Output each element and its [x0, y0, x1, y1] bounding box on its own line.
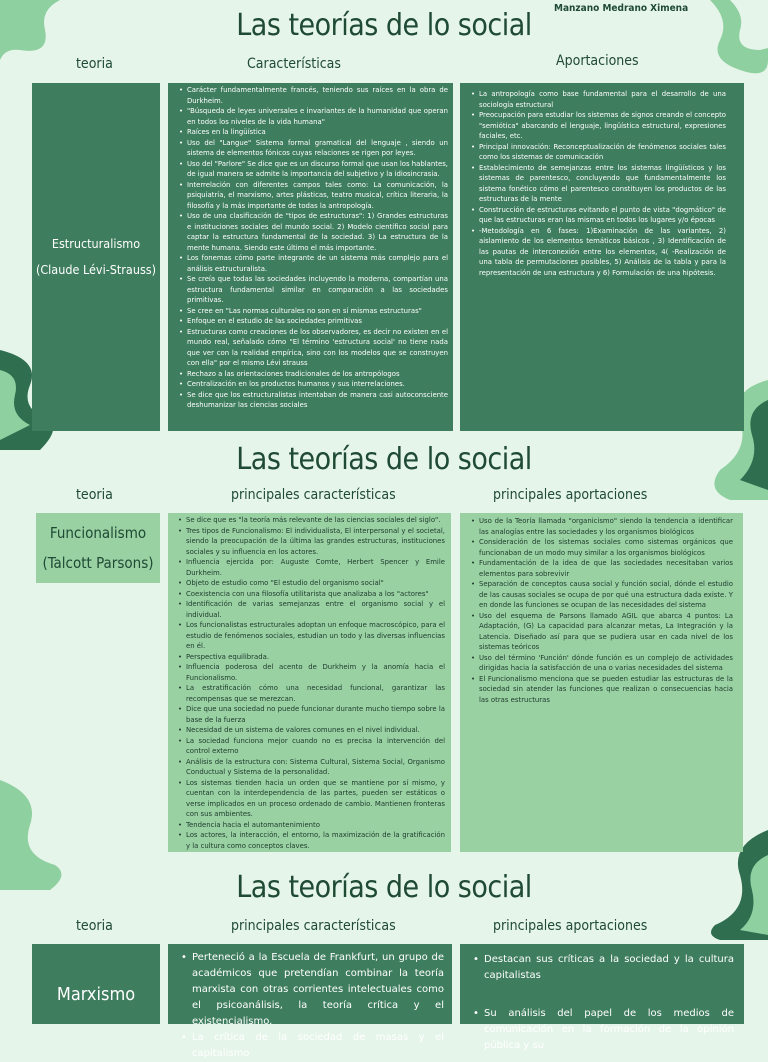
column-header-theory: teoria — [76, 56, 113, 72]
section-title: Las teorías de lo social — [236, 8, 532, 43]
list-item: • Uso de la Teoría llamada "organicismo" siendo la tendencia a identificar las analogías entre las sociedades y los organismos biológicos — [479, 516, 733, 537]
contributions-list — [469, 516, 733, 705]
list-item: • Uso del "Parlore" Se dice que es un discurso formal que usan los hablantes, de igual manera se admite la importancia del subjetivo y la idiosincrasia. — [187, 159, 448, 180]
characteristics-cell — [168, 83, 453, 431]
list-item: • "Búsqueda de leyes universales e invariantes de la humanidad que operan en todos los niveles de la vida humana" — [187, 106, 448, 127]
column-header-contributions: principales aportaciones — [493, 487, 648, 503]
list-item: • Objeto de estudio como "El estudio del organismo social" — [186, 578, 445, 589]
theory-name: Estructuralismo — [51, 236, 141, 251]
column-header-characteristics: principales características — [231, 918, 396, 934]
list-item: • Uso de una clasificación de "tipos de estructuras": 1) Grandes estructuras e instituciones sociales del mundo social. 2) Modelo científico social para captar la estructura fundamental de la sociedad. 3) La estructura de la mente humana. Siendo este último el más importante. — [187, 211, 448, 253]
list-item: • Preocupación para estudiar los sistemas de signos creando el concepto "semiótica" abarcando el lenguaje, lingüística estructural, expresiones faciales, etc. — [479, 110, 726, 142]
author-name: Manzano Medrano Ximena — [554, 3, 689, 14]
characteristics-list — [176, 515, 445, 851]
contributions-cell — [460, 944, 744, 1051]
list-item: • Consideración de los sistemas sociales como sistemas orgánicos que funcionaban de un modo muy similar a los organismos biológicos — [479, 537, 733, 558]
list-item: • Construcción de estructuras evitando el punto de vista "dogmático" de que las estructuras eran las mismas en todos los lugares y/o épocas — [479, 205, 726, 226]
list-item: • Perspectiva equilibrada. — [186, 652, 445, 663]
list-item: • El Funcionalismo menciona que se pueden estudiar las estructuras de la sociedad sin atender las funciones que realizan o consecuencias hacia las otras estructuras — [479, 674, 733, 706]
list-item: • Raíces en la lingüística — [187, 127, 448, 138]
theory-name: Marxismo — [56, 984, 136, 1005]
characteristics-cell — [168, 944, 452, 1059]
list-item: • Carácter fundamentalmente francés, teniendo sus raíces en la obra de Durkheim. — [187, 85, 448, 106]
section-title: Las teorías de lo social — [236, 870, 532, 905]
list-item: • Enfoque en el estudio de las sociedades primitivas — [187, 316, 448, 327]
list-item: • Uso del esquema de Parsons llamado AGIL que abarca 4 puntos: La Adaptación, (G) La capacidad para alcanzar metas, La Integración y la Latencia. Diseñado así para que se pudiera usar en cada nivel de los sistemas teóricos — [479, 611, 733, 653]
contributions-cell — [460, 513, 743, 852]
list-item: • Uso del término 'Función' dónde función es un complejo de actividades dirigidas hacia la satisfacción de una o varias necesidades del sistema — [479, 653, 733, 674]
list-item: • Separación de conceptos causa social y función social, dónde el estudio de las causas sociales se ocupa de por qué una estructura dada existe. Y en donde las funciones se ocupan de las necesidades del sistema — [479, 579, 733, 611]
list-item: • Perteneció a la Escuela de Frankfurt, un grupo de académicos que pretendían combinar la teoría marxista con otras corrientes intelectuales como el psicoanálisis, la teoría crítica y el existencialismo. — [192, 950, 444, 1030]
column-header-characteristics: principales características — [231, 487, 396, 503]
list-item: • Influencia poderosa del acento de Durkheim y la anomía hacia el Funcionalismo. — [186, 662, 445, 683]
list-item: • Se cree en "Las normas culturales no son en sí mismas estructuras" — [187, 306, 448, 317]
list-item: • Necesidad de un sistema de valores comunes en el nivel individual. — [186, 725, 445, 736]
list-item: • Centralización en los productos humanos y sus interrelaciones. — [187, 379, 448, 390]
list-item: • Principal innovación: Reconceptualización de fenómenos sociales tales como los sistemas de comunicación — [479, 142, 726, 163]
list-item: • Interrelación con diferentes campos tales como: La comunicación, la psiquiatría, el marxismo, artes plásticas, teatro musical, crítica literaria, la filosofía y la más importante de todas la antropología. — [187, 180, 448, 212]
list-item: • La estratificación cómo una necesidad funcional, garantizar las recompensas que se merezcan. — [186, 683, 445, 704]
theory-author: (Talcott Parsons) — [42, 554, 154, 572]
list-item: • Dice que una sociedad no puede funcionar durante mucho tiempo sobre la base de la fuerza — [186, 704, 445, 725]
characteristics-list — [177, 85, 448, 411]
list-item: • Su análisis del papel de los medios de comunicación en la formación de la opinión pública y su — [484, 1006, 734, 1054]
list-item: • La sociedad funciona mejor cuando no es precisa la intervención del control externo — [186, 736, 445, 757]
column-header-characteristics: Características — [247, 56, 341, 72]
list-item: • -Metodología en 6 fases: 1)Examinación de las variantes, 2) aislamiento de los elementos temáticos básicos , 3) Identificación de las pautas de interconexión entre los elementos, 4( -Realización de una tabla de permutaciones posibles, 5) Análisis de la tabla y para la representación de una estructura y 6) Formulación de una hipótesis. — [479, 226, 726, 279]
section-funcionalismo — [0, 432, 768, 862]
list-item: • Se creía que todas las sociedades incluyendo la moderna, compartían una estructura fundamental similar en comparación a las sociedades primitivas. — [187, 274, 448, 306]
list-item: • Los fonemas cómo parte integrante de un sistema más complejo para el análisis estructuralista. — [187, 253, 448, 274]
list-item: • Tendencia hacia el automantenimiento — [186, 820, 445, 831]
list-item: • Destacan sus críticas a la sociedad y la cultura capitalistas — [484, 952, 734, 984]
list-item: • Establecimiento de semejanzas entre los sistemas lingüísticos y los sistemas de parentesco, concluyendo que fundamentalmente los sistema fonético cómo el parentesco constituyen los productos de las estructuras de la mente — [479, 163, 726, 205]
section-title: Las teorías de lo social — [236, 442, 532, 477]
list-item: • Identificación de varias semejanzas entre el organismo social y el individual. — [186, 599, 445, 620]
theory-author: (Claude Lévi-Strauss) — [35, 262, 157, 277]
theory-name-cell — [36, 513, 160, 583]
characteristics-list — [178, 950, 444, 1062]
list-item: • Se dice que es "la teoría más relevante de las ciencias sociales del siglo". — [186, 515, 445, 526]
theory-name-cell — [32, 944, 160, 1024]
column-header-theory: teoria — [76, 487, 113, 503]
theory-name: Funcionalismo — [49, 524, 147, 542]
list-item: • Tres tipos de Funcionalismo: El individualista, El interpersonal y el societal, siendo la preocupación de la última las grandes estructuras, instituciones sociales y su influencia en los actores. — [186, 526, 445, 558]
section-marxismo — [0, 862, 768, 1059]
list-item: • Se dice que los estructuralistas intentaban de manera casi autoconsciente deshumanizar las ciencias sociales — [187, 390, 448, 411]
contributions-list — [469, 89, 726, 278]
list-item: • Los funcionalistas estructurales adoptan un enfoque macroscópico, para el estudio de fenómenos sociales, estudian un todo y las diversas influencias en él. — [186, 620, 445, 652]
contributions-list — [470, 952, 734, 1054]
list-item: • Fundamentación de la idea de que las sociedades necesitaban varios elementos para sobrevivir — [479, 558, 733, 579]
list-item: • Coexistencia con una filosofía utilitarista que analizaba a los "actores" — [186, 589, 445, 600]
list-item: • Rechazo a las orientaciones tradicionales de los antropólogos — [187, 369, 448, 380]
characteristics-cell — [168, 513, 451, 852]
list-item: • Los actores, la interacción, el entorno, la maximización de la gratificación y la cultura como conceptos claves. — [186, 830, 445, 851]
list-item: • Los sistemas tienden hacia un orden que se mantiene por sí mismo, y cuentan con la interdependencia de las partes, pueden ser estáticos o verse implicados en un proceso ordenado de cambio. Mantienen fronteras con sus ambientes. — [186, 778, 445, 820]
list-item: • Análisis de la estructura con: Sistema Cultural, Sistema Social, Organismo Conductual y Sistema de la personalidad. — [186, 757, 445, 778]
list-item: • Influencia ejercida por: Auguste Comte, Herbert Spencer y Emile Durkheim. — [186, 557, 445, 578]
list-item: • La crítica de la sociedad de masas y el capitalismo — [192, 1030, 444, 1062]
contributions-cell — [460, 83, 744, 431]
column-header-contributions: Aportaciones — [556, 53, 639, 69]
column-header-theory: teoria — [76, 918, 113, 934]
list-item: • La antropología como base fundamental para el desarrollo de una sociología estructural — [479, 89, 726, 110]
column-header-contributions: principales aportaciones — [493, 918, 648, 934]
list-item: • Estructuras como creaciones de los observadores, es decir no existen en el mundo real, señalado cómo "El término 'estructura social' no tiene nada que ver con la realidad empírica, sino con los modelos que se construyen con ella" por el mismo Lévi strauss — [187, 327, 448, 369]
section-estructuralismo — [0, 0, 768, 432]
list-item: • Uso del "Langue" Sistema formal gramatical del lenguaje , siendo un sistema de elementos fónicos cuyas relaciones se rigen por leyes. — [187, 138, 448, 159]
theory-name-cell — [32, 83, 160, 431]
